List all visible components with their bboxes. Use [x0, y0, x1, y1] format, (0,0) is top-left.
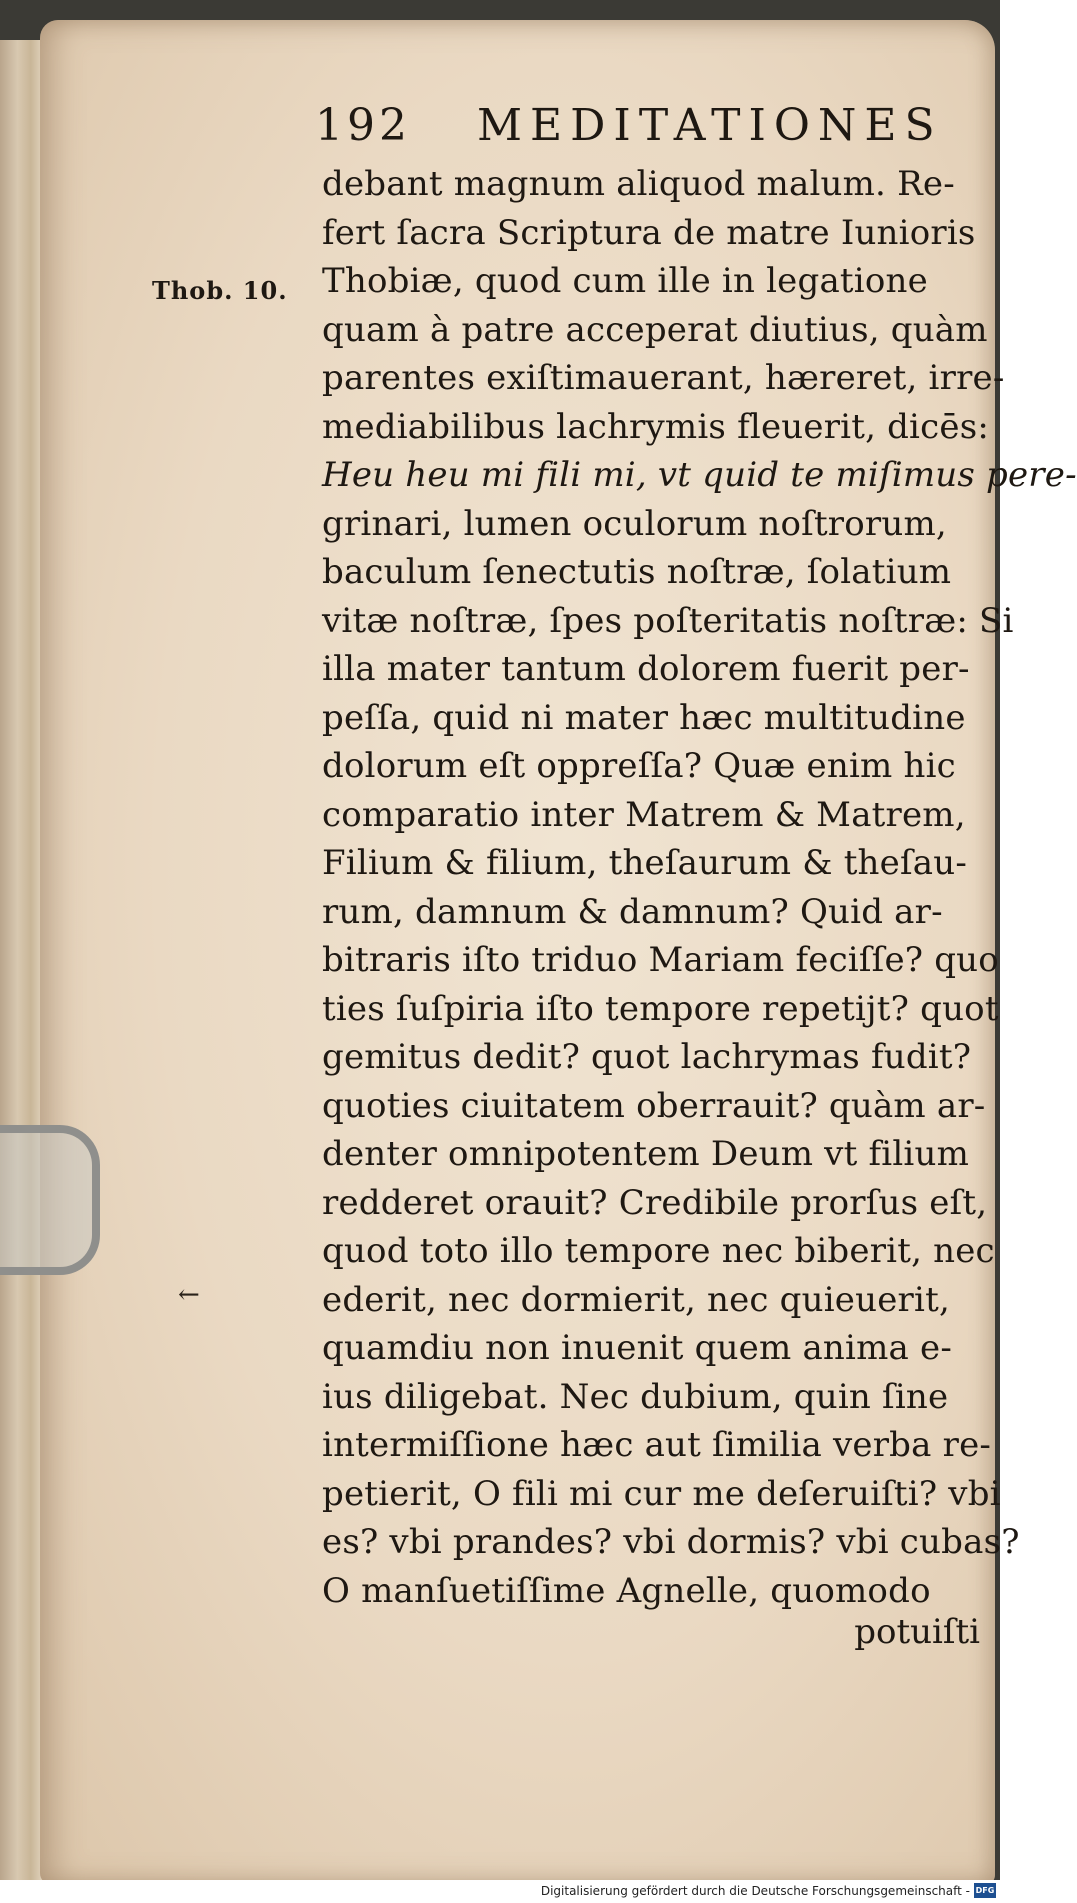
margin-arrow-icon: ← [178, 1280, 200, 1310]
text-line: fert ſacra Scriptura de matre Iunioris [322, 212, 976, 253]
footer-credit: Digitalisierung gefördert durch die Deutsche Forschungsgemeinschaft - [540, 1884, 970, 1898]
text-line: Thobiæ, quod cum ille in legatione [322, 261, 928, 301]
text-line: quam à patre acceperat diutius, quàm [322, 309, 988, 350]
text-line: ederit, nec dormierit, nec quieuerit, [322, 1279, 950, 1320]
dfg-logo-icon: DFG [974, 1883, 996, 1898]
text-line: ius diligebat. Nec dubium, quin ſine [322, 1376, 949, 1417]
margin-note: Thob. 10. [152, 276, 288, 305]
text-line: dolorum eſt oppreſſa? Quæ enim hic [322, 746, 956, 786]
text-line: debant magnum aliquod malum. Re- [322, 164, 955, 204]
text-line: es? vbi prandes? vbi dormis? vbi cubas? [322, 1522, 1020, 1562]
text-line: quoties ciuitatem oberrauit? quàm ar- [322, 1085, 986, 1126]
text-line: Heu heu mi fili mi, vt quid te miſimus pere- [322, 455, 1077, 495]
text-line: quod toto illo tempore nec biberit, nec [322, 1231, 995, 1271]
text-line: petierit, O fili mi cur me deſeruiſti? vbi [322, 1473, 1001, 1514]
text-line: redderet orauit? Credibile prorſus eſt, [322, 1182, 988, 1223]
text-line: vitæ noſtræ, ſpes poſteritatis noſtræ: Si [322, 600, 1014, 641]
page-edges [0, 40, 44, 1880]
text-line: rum, damnum & damnum? Quid ar- [322, 891, 943, 932]
text-line: mediabilibus lachrymis fleuerit, dicēs: [322, 406, 989, 447]
text-line: gemitus dedit? quot lachrymas fudit? [322, 1037, 972, 1077]
text-line: comparatio inter Matrem & Matrem, [322, 794, 966, 835]
text-line: denter omnipotentem Deum vt filium [322, 1134, 970, 1174]
body-text [322, 160, 1077, 1615]
page-number: 192 [315, 100, 411, 151]
text-line: baculum ſenectutis noſtræ, ſolatium [322, 552, 952, 592]
text-line: intermiſſione hæc aut ſimilia verba re- [322, 1425, 992, 1465]
text-line: illa mater tantum dolorem fuerit per- [322, 649, 970, 689]
book-clasp [0, 1125, 100, 1275]
text-line: parentes exiſtimauerant, hæreret, irre- [322, 358, 1005, 398]
text-line: peſſa, quid ni mater hæc multitudine [322, 697, 966, 738]
text-line: grinari, lumen oculorum noſtrorum, [322, 503, 947, 544]
text-line: quamdiu non inuenit quem anima e- [322, 1328, 953, 1368]
text-line: bitraris iſto triduo Mariam feciſſe? quo [322, 940, 999, 980]
text-line: O manſuetiſſime Agnelle, quomodo [322, 1570, 931, 1611]
page-header [315, 96, 943, 156]
running-title: MEDITATIONES [476, 100, 943, 151]
text-line: ties ſuſpiria iſto tempore repetijt? quot [322, 988, 999, 1029]
text-line: Filium & filium, theſaurum & theſau- [322, 843, 968, 883]
catchword: potuiſti [854, 1612, 980, 1652]
